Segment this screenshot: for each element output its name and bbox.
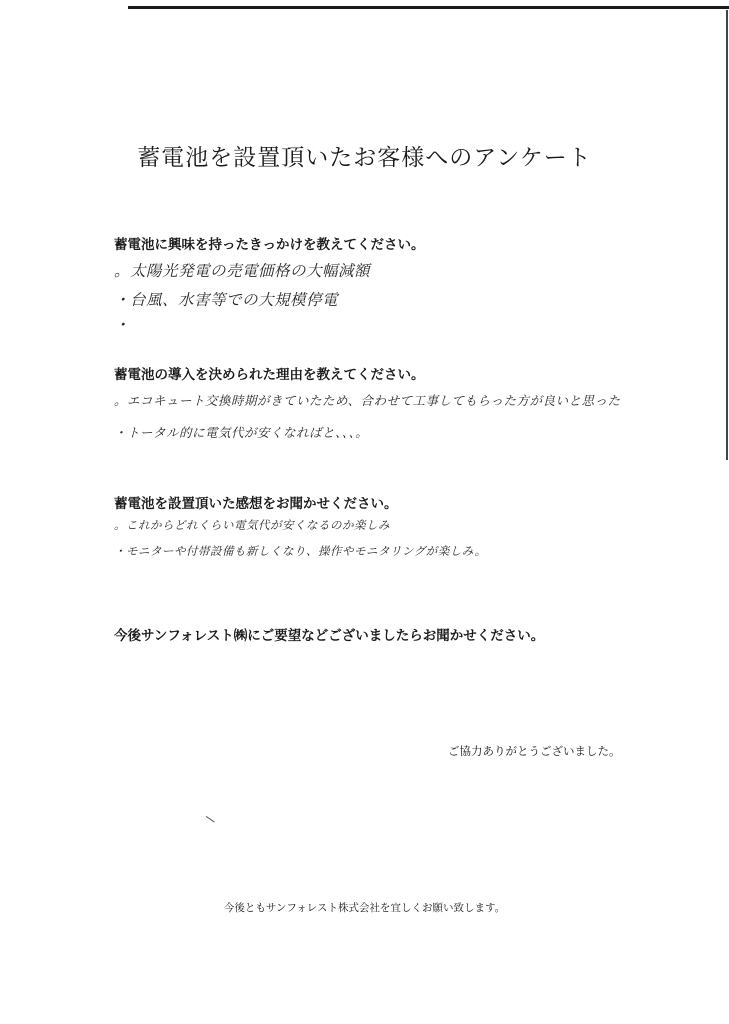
question-4: 今後サンフォレスト㈱にご要望などございましたらお聞かせください。: [114, 628, 545, 644]
stray-pen-mark: [201, 816, 214, 829]
top-border-line: [128, 6, 729, 9]
footer-message: 今後ともサンフォレスト株式会社を宜しくお願い致します。: [223, 902, 506, 914]
question-1: 蓄電池に興味を持ったきっかけを教えてください。: [114, 237, 425, 253]
answer-3-1: 。これからどれくらい電気代が安くなるのか楽しみ: [114, 518, 390, 532]
question-2: 蓄電池の導入を決められた理由を教えてください。: [114, 367, 425, 383]
scan-edge-line: [726, 10, 728, 460]
closing-thanks: ご協力ありがとうございました。: [448, 744, 621, 758]
answer-2-1: 。エコキュート交換時期がきていたため、合わせて工事してもらった方が良いと思った: [114, 393, 621, 408]
survey-title: 蓄電池を設置頂いたお客様へのアンケート: [137, 145, 592, 171]
answer-1-3: ・: [114, 316, 131, 334]
answer-1-1: 。太陽光発電の売電価格の大幅減額: [114, 262, 371, 280]
answer-3-2: ・モニターや付帯設備も新しくなり、操作やモニタリングが楽しみ。: [114, 544, 487, 558]
answer-2-2: ・トータル的に電気代が安くなればと、、、。: [114, 425, 369, 440]
question-3: 蓄電池を設置頂いた感想をお聞かせください。: [114, 496, 398, 512]
answer-1-2: ・台風、水害等での大規模停電: [114, 291, 339, 309]
